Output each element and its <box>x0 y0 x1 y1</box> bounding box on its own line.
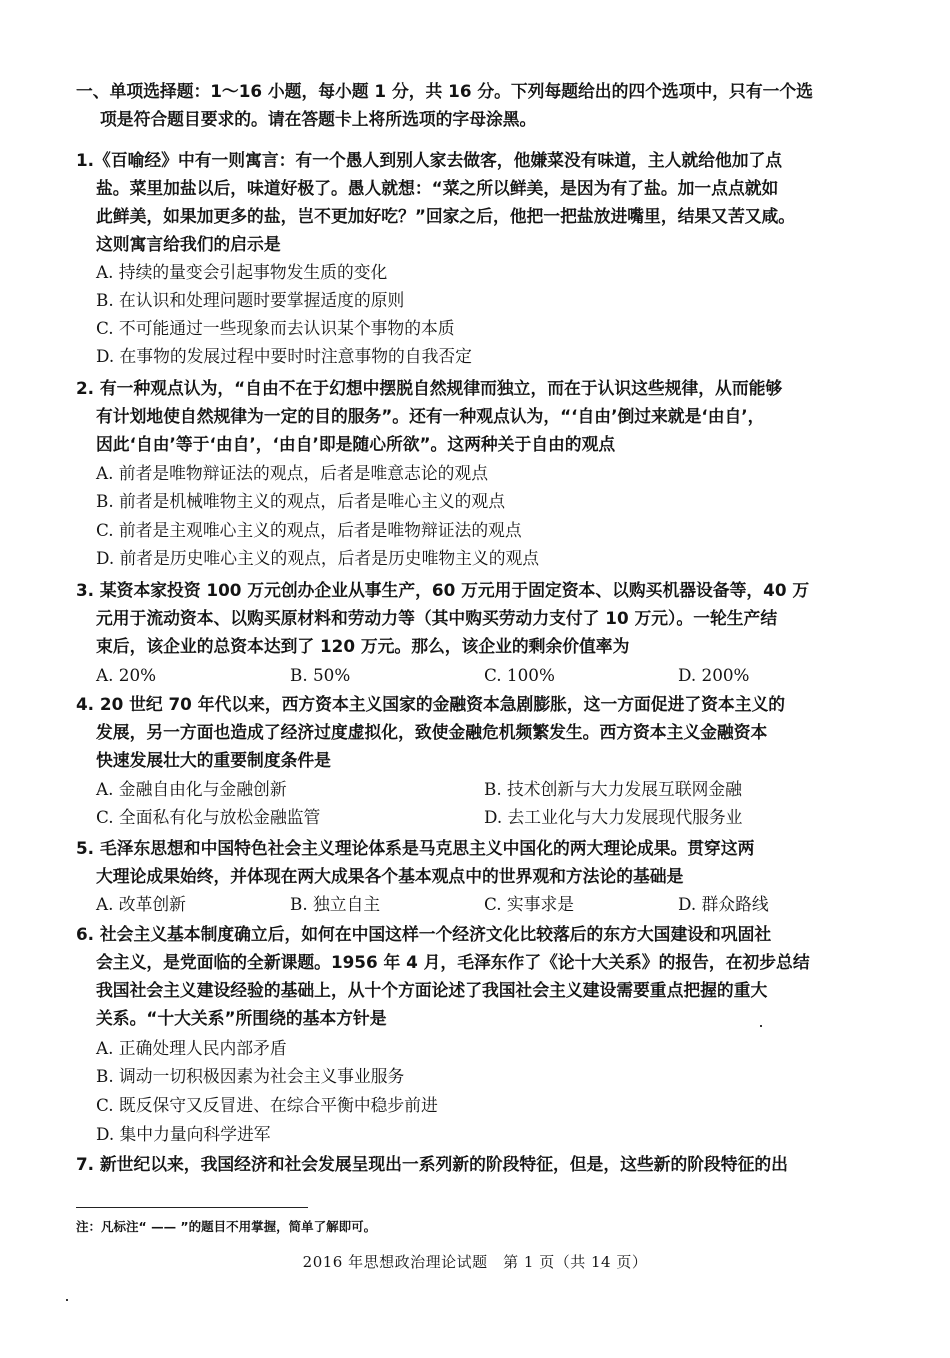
stray-dot <box>760 1025 762 1027</box>
q1-option-a: A. 持续的量变会引起事物发生质的变化 <box>96 262 388 282</box>
q2-stem-line-1: 2. 有一种观点认为，“自由不在于幻想中摆脱自然规律而独立，而在于认识这些规律，从而能够 <box>76 378 783 398</box>
q6-stem-line-1: 6. 社会主义基本制度确立后，如何在中国这样一个经济文化比较落后的东方大国建设和巩固社 <box>76 924 772 944</box>
q2-option-c: C. 前者是主观唯心主义的观点，后者是唯物辩证法的观点 <box>96 520 522 540</box>
q3-option-c: C. 100% <box>484 665 555 685</box>
page-footer: 2016 年思想政治理论试题 第 1 页（共 14 页） <box>302 1253 648 1271</box>
q6-stem-line-3: 我国社会主义建设经验的基础上，从十个方面论述了我国社会主义建设需要重点把握的重大 <box>96 980 768 1000</box>
footnote: 注：凡标注“ —— ”的题目不用掌握，简单了解即可。 <box>76 1219 377 1234</box>
q2-option-b: B. 前者是机械唯物主义的观点，后者是唯心主义的观点 <box>96 491 505 511</box>
q3-option-b: B. 50% <box>290 665 351 685</box>
q6-stem-line-4: 关系。“十大关系”所围绕的基本方针是 <box>96 1008 387 1028</box>
q1-stem-line-1: 1.《百喻经》中有一则寓言：有一个愚人到别人家去做客，他嫌菜没有味道，主人就给他加了点 <box>76 150 783 170</box>
section-heading-line-1: 一、单项选择题：1～16 小题，每小题 1 分，共 16 分。下列每题给出的四个选项中，只有一个选 <box>76 81 813 101</box>
q5-option-c: C. 实事求是 <box>484 894 575 914</box>
q4-option-d: D. 去工业化与大力发展现代服务业 <box>484 807 743 827</box>
q4-option-a: A. 金融自由化与金融创新 <box>96 779 287 799</box>
q3-option-d: D. 200% <box>678 665 750 685</box>
q4-stem-line-3: 快速发展壮大的重要制度条件是 <box>96 750 331 770</box>
q5-stem-line-2: 大理论成果始终，并体现在两大成果各个基本观点中的世界观和方法论的基础是 <box>96 866 684 886</box>
q3-stem-line-3: 束后，该企业的总资本达到了 120 万元。那么，该企业的剩余价值率为 <box>96 636 630 656</box>
q2-option-d: D. 前者是历史唯心主义的观点，后者是历史唯物主义的观点 <box>96 548 540 568</box>
q3-option-a: A. 20% <box>96 665 157 685</box>
q1-option-b: B. 在认识和处理问题时要掌握适度的原则 <box>96 290 405 310</box>
corner-dot <box>66 1299 68 1301</box>
q6-option-b: B. 调动一切积极因素为社会主义事业服务 <box>96 1066 405 1086</box>
q4-stem-line-2: 发展，另一方面也造成了经济过度虚拟化，致使金融危机频繁发生。西方资本主义金融资本 <box>96 722 768 742</box>
q1-stem-line-4: 这则寓言给我们的启示是 <box>96 234 281 254</box>
q3-stem-line-2: 元用于流动资本、以购买原材料和劳动力等（其中购买劳动力支付了 10 万元）。一轮生产结 <box>96 608 778 628</box>
q5-option-b: B. 独立自主 <box>290 894 381 914</box>
footnote-rule <box>76 1207 308 1208</box>
q1-stem-line-3: 此鲜美，如果加更多的盐，岂不更加好吃？”回家之后，他把一把盐放进嘴里，结果又苦又咸。 <box>96 206 796 226</box>
q2-option-a: A. 前者是唯物辩证法的观点，后者是唯意志论的观点 <box>96 463 488 483</box>
q1-option-c: C. 不可能通过一些现象而去认识某个事物的本质 <box>96 318 455 338</box>
q3-stem-line-1: 3. 某资本家投资 100 万元创办企业从事生产，60 万元用于固定资本、以购买机器设备等，40 万 <box>76 580 810 600</box>
q1-option-d: D. 在事物的发展过程中要时时注意事物的自我否定 <box>96 346 472 366</box>
section-heading-line-2: 项是符合题目要求的。请在答题卡上将所选项的字母涂黑。 <box>100 109 537 129</box>
q4-option-c: C. 全面私有化与放松金融监管 <box>96 807 321 827</box>
q1-stem-line-2: 盐。菜里加盐以后，味道好极了。愚人就想：“菜之所以鲜美，是因为有了盐。加一点点就如 <box>96 178 779 198</box>
q6-stem-line-2: 会主义，是党面临的全新课题。1956 年 4 月，毛泽东作了《论十大关系》的报告，在初步总结 <box>96 952 810 972</box>
q5-option-d: D. 群众路线 <box>678 894 769 914</box>
q4-stem-line-1: 4. 20 世纪 70 年代以来，西方资本主义国家的金融资本急剧膨胀，这一方面促进了资本主义的 <box>76 694 786 714</box>
q7-stem-line-1: 7. 新世纪以来，我国经济和社会发展呈现出一系列新的阶段特征，但是，这些新的阶段特征的出 <box>76 1154 788 1174</box>
q5-option-a: A. 改革创新 <box>96 894 186 914</box>
q6-option-a: A. 正确处理人民内部矛盾 <box>96 1038 287 1058</box>
q6-option-c: C. 既反保守又反冒进、在综合平衡中稳步前进 <box>96 1095 438 1115</box>
q5-stem-line-1: 5. 毛泽东思想和中国特色社会主义理论体系是马克思主义中国化的两大理论成果。贯穿这两 <box>76 838 755 858</box>
q2-stem-line-3: 因此‘自由’等于‘由自’，‘由自’即是随心所欲”。这两种关于自由的观点 <box>96 434 616 454</box>
q4-option-b: B. 技术创新与大力发展互联网金融 <box>484 779 742 799</box>
q2-stem-line-2: 有计划地使自然规律为一定的目的服务”。还有一种观点认为，“‘自由’倒过来就是‘由自’， <box>96 406 765 426</box>
q6-option-d: D. 集中力量向科学进军 <box>96 1124 271 1144</box>
